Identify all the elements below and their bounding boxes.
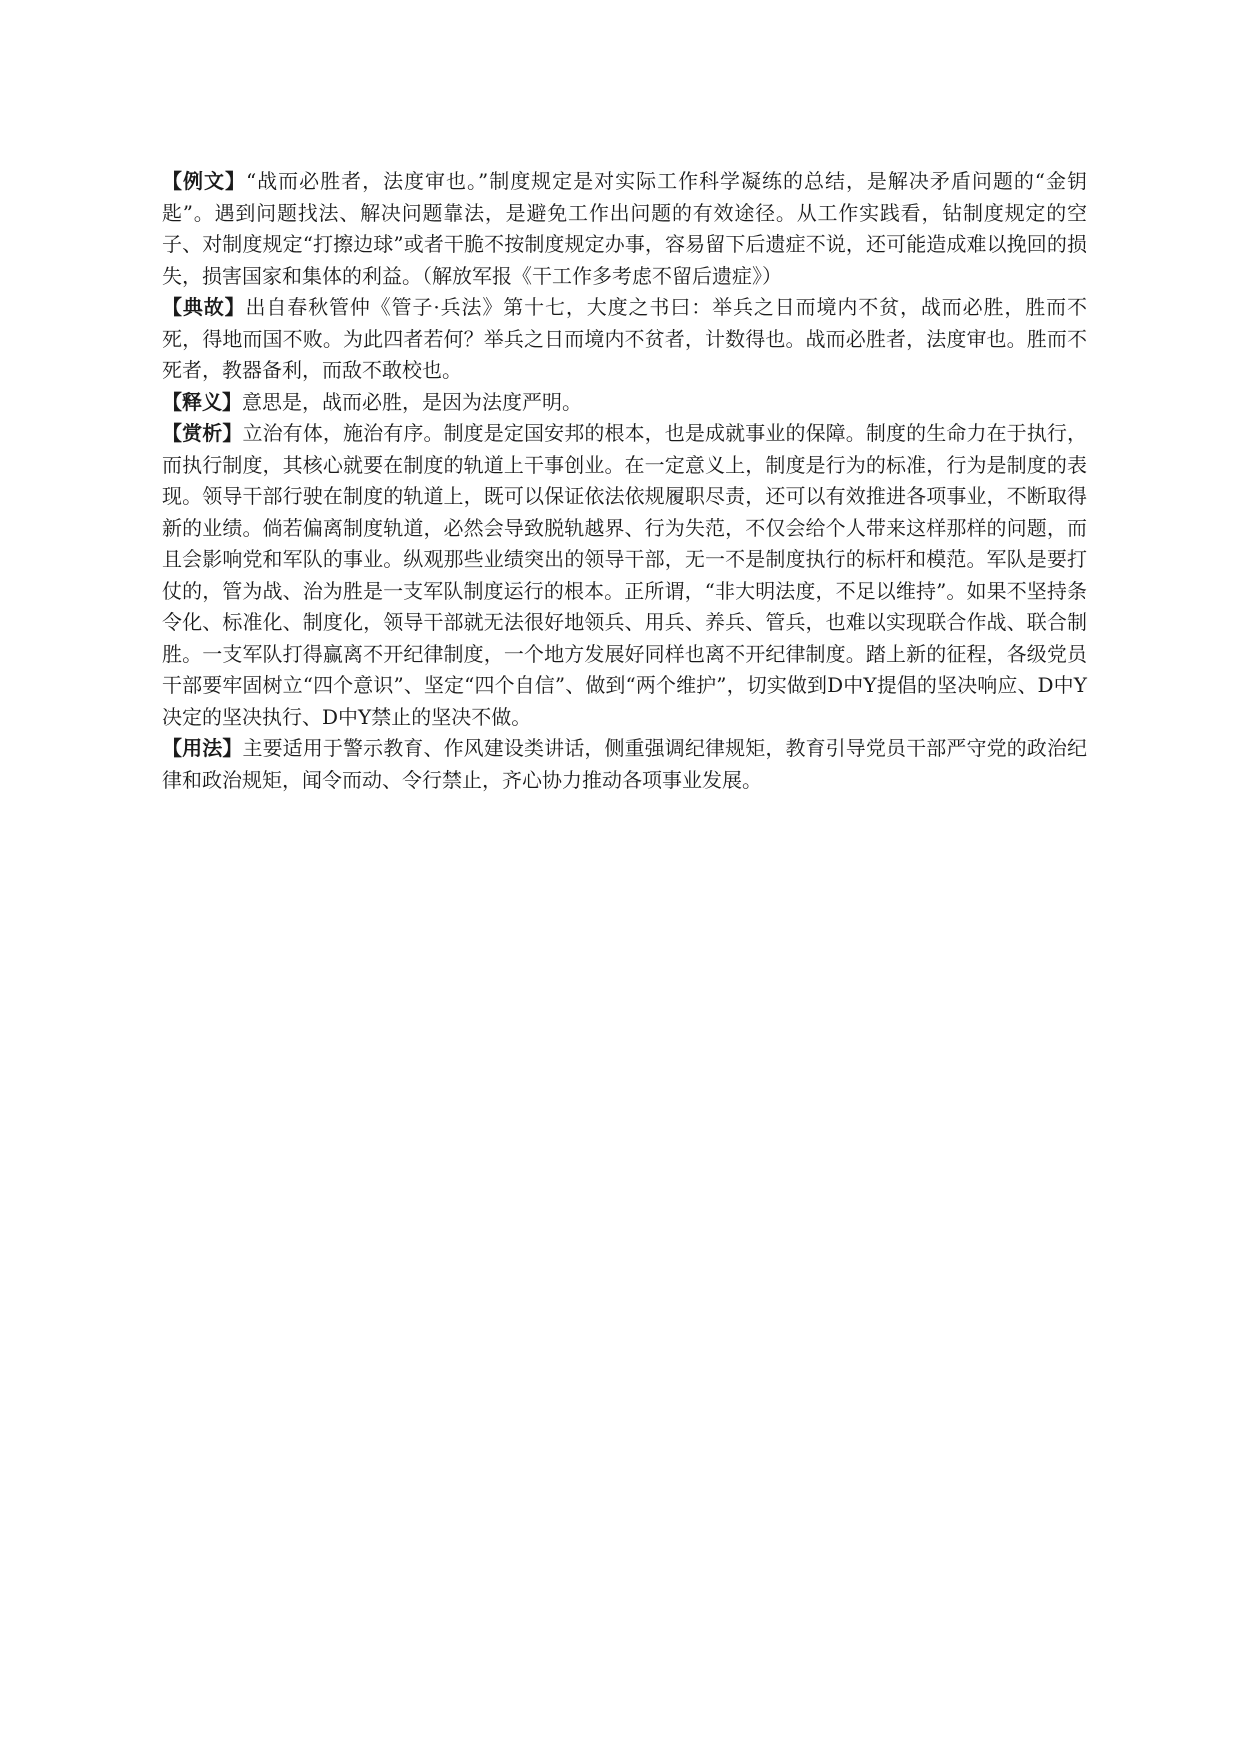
section-allusion-text: 出自春秋管仲《管子·兵法》第十七，大度之书曰：举兵之日而境内不贫，战而必胜，胜而不死，得地而国不败。为此四者若何？举兵之日而境内不贫者，计数得也。战而必胜者，法度审也。胜而不死者，教器备利，而敌不敢校也。 (162, 295, 1088, 382)
section-example (162, 166, 1087, 292)
section-usage (162, 733, 1087, 796)
section-example-text: “战而必胜者，法度审也。”制度规定是对实际工作科学凝练的总结，是解决矛盾问题的“金钥匙”。遇到问题找法、解决问题靠法，是避免工作出问题的有效途径。从工作实践看，钻制度规定的空子、对制度规定“打擦边球”或者干脆不按制度规定办事，容易留下后遗症不说，还可能造成难以挽回的损失，损害国家和集体的利益。（解放军报《干工作多考虑不留后遗症》） (162, 169, 1087, 288)
section-appreciation (162, 418, 1087, 733)
section-appreciation-tag: 【赏析】 (162, 421, 243, 445)
section-example-tag: 【例文】 (162, 169, 246, 193)
section-allusion (162, 292, 1087, 387)
document-body (162, 166, 1087, 796)
section-meaning-tag: 【释义】 (162, 389, 242, 414)
section-allusion-tag: 【典故】 (162, 295, 246, 319)
section-usage-tag: 【用法】 (162, 736, 243, 760)
section-meaning-text: 意思是，战而必胜，是因为法度严明。 (242, 389, 582, 414)
section-appreciation-text: 立治有体，施治有序。制度是定国安邦的根本，也是成就事业的保障。制度的生命力在于执行，而执行制度，其核心就要在制度的轨道上干事创业。在一定意义上，制度是行为的标准，行为是制度的表现。领导干部行驶在制度的轨道上，既可以保证依法依规履职尽责，还可以有效推进各项事业，不断取得新的业绩。倘若偏离制度轨道，必然会导致脱轨越界、行为失范，不仅会给个人带来这样那样的问题，而且会影响党和军队的事业。纵观那些业绩突出的领导干部，无一不是制度执行的标杆和模范。军队是要打仗的，管为战、治为胜是一支军队制度运行的根本。正所谓，“非大明法度，不足以维持”。如果不坚持条令化、标准化、制度化，领导干部就无法很好地领兵、用兵、养兵、管兵，也难以实现联合作战、联合制胜。一支军队打得赢离不开纪律制度，一个地方发展好同样也离不开纪律制度。踏上新的征程，各级党员干部要牢固树立“四个意识”、坚定“四个自信”、做到“两个维护”，切实做到D中Y提倡的坚决响应、D中Y决定的坚决执行、D中Y禁止的坚决不做。 (162, 421, 1088, 729)
section-usage-text: 主要适用于警示教育、作风建设类讲话，侧重强调纪律规矩，教育引导党员干部严守党的政治纪律和政治规矩，闻令而动、令行禁止，齐心协力推动各项事业发展。 (162, 736, 1088, 792)
section-meaning (162, 387, 1087, 419)
